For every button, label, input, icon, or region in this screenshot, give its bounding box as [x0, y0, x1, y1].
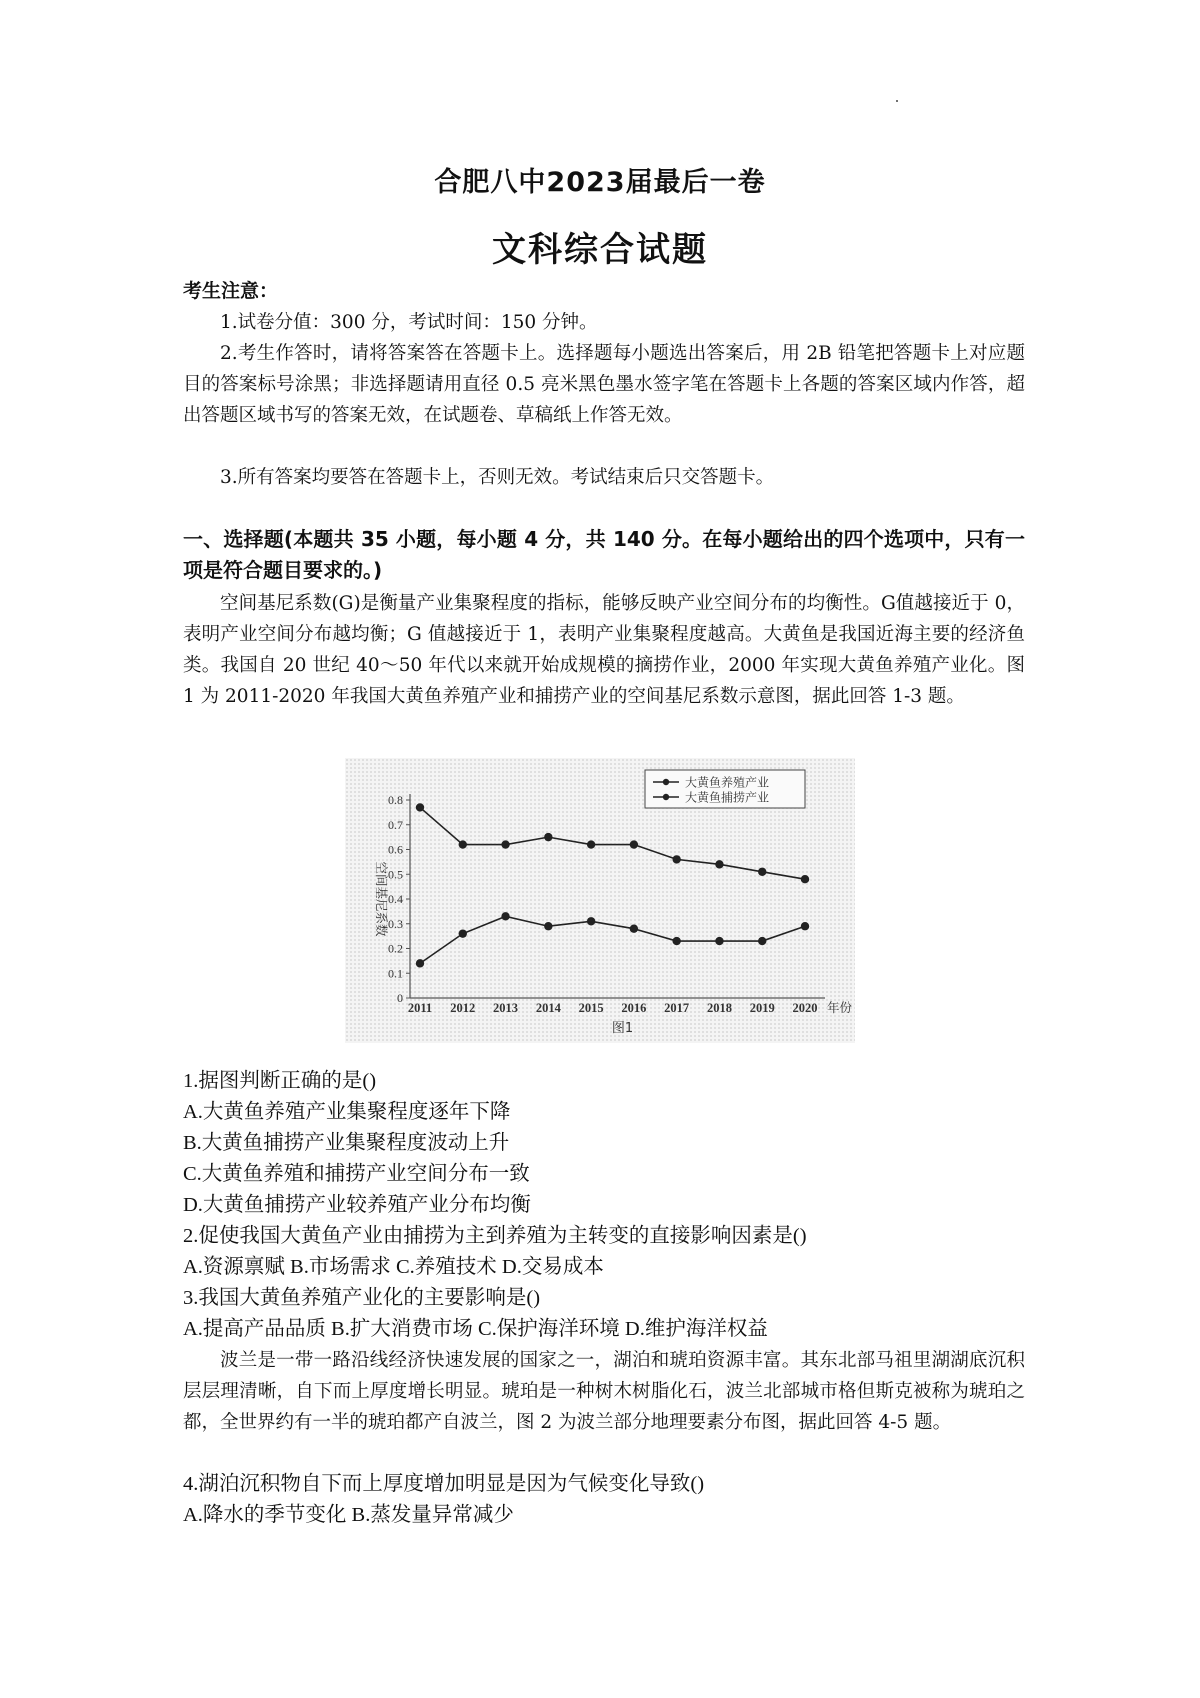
x-tick-label: 2016	[621, 1001, 647, 1015]
question-1-option-d: D.大黄鱼捕捞产业较养殖产业分布均衡	[183, 1194, 531, 1216]
series-1-point	[758, 868, 766, 876]
question-4-stem: 4.湖泊沉积物自下而上厚度增加明显是因为气候变化导致()	[183, 1473, 705, 1495]
question-1-option-b: B.大黄鱼捕捞产业集聚程度波动上升	[183, 1132, 510, 1154]
scan-speck	[896, 100, 898, 102]
question-3-stem: 3.我国大黄鱼养殖产业化的主要影响是()	[183, 1287, 541, 1309]
legend-label: 大黄鱼捕捞产业	[685, 790, 770, 805]
notice-item-1: 1.试卷分值：300 分，考试时间：150 分钟。	[220, 312, 598, 333]
x-tick-label: 2014	[535, 1001, 561, 1015]
series-2-point	[672, 937, 680, 945]
x-tick-label: 2011	[407, 1001, 433, 1015]
question-2-stem: 2.促使我国大黄鱼产业由捕捞为主到养殖为主转变的直接影响因素是()	[183, 1225, 807, 1247]
series-1-point	[416, 803, 424, 811]
x-tick-label: 2015	[578, 1001, 604, 1015]
question-1-stem: 1.据图判断正确的是()	[183, 1070, 377, 1092]
series-2-point	[501, 912, 509, 920]
y-tick-label: 0.6	[388, 842, 403, 857]
question-4-options: A.降水的季节变化 B.蒸发量异常减少	[183, 1504, 514, 1526]
y-tick-label: 0.3	[388, 916, 403, 931]
figure-1-chart	[345, 758, 855, 1043]
section-heading: 一、选择题(本题共 35 小题，每小题 4 分，共 140 分。在每小题给出的四个选项中，只有一项是符合题目要求的。)	[183, 527, 1025, 582]
series-2-point	[630, 925, 638, 933]
y-tick-label: 0.1	[388, 966, 403, 981]
legend-marker	[663, 794, 669, 800]
x-tick-label: 2017	[664, 1001, 690, 1015]
series-2-point	[715, 937, 723, 945]
x-tick-label: 2018	[706, 1001, 732, 1015]
series-1-point	[630, 840, 638, 848]
series-2-point	[587, 917, 595, 925]
legend-label: 大黄鱼养殖产业	[685, 775, 770, 790]
y-tick-label: 0	[397, 991, 403, 1005]
x-tick-label: 2020	[792, 1001, 818, 1015]
y-tick-label: 0.8	[388, 793, 403, 807]
notice-heading: 考生注意：	[183, 280, 279, 302]
y-tick-label: 0.4	[388, 892, 403, 906]
x-axis-label: 年份	[827, 1000, 853, 1015]
series-2-point	[758, 937, 766, 945]
series-2-point	[544, 922, 552, 930]
question-2-options: A.资源禀赋 B.市场需求 C.养殖技术 D.交易成本	[183, 1256, 604, 1278]
subject-title: 文科综合试题	[492, 230, 708, 270]
series-line-2	[420, 916, 805, 963]
notice-item-2: 2.考生作答时，请将答案答在答题卡上。选择题每小题选出答案后，用 2B 铅笔把答题卡上对应题目的答案标号涂黑；非选择题请用直径 0.5 亮米黑色墨水签字笔在答题卡上各题的答案区域内作答，超出答题区域书写的答案无效，在试题卷、草稿纸上作答无效。	[183, 343, 1025, 426]
x-tick-label: 2012	[450, 1001, 476, 1015]
y-axis-label: 空间基尼系数	[374, 861, 389, 937]
legend-marker	[663, 779, 669, 785]
passage-2: 波兰是一带一路沿线经济快速发展的国家之一，湖泊和琥珀资源丰富。其东北部马祖里湖湖底沉积层层理清晰，自下而上厚度增长明显。琥珀是一种树木树脂化石，波兰北部城市格但斯克被称为琥珀之都，全世界约有一半的琥珀都产自波兰，图 2 为波兰部分地理要素分布图，据此回答 4-5 题。	[183, 1350, 1025, 1433]
y-tick-label: 0.5	[388, 867, 403, 882]
question-3-options: A.提高产品品质 B.扩大消费市场 C.保护海洋环境 D.维护海洋权益	[183, 1318, 768, 1340]
x-tick-label: 2013	[493, 1001, 519, 1015]
series-1-point	[544, 833, 552, 841]
figure-caption: 图1	[611, 1021, 634, 1036]
series-2-point	[801, 922, 809, 930]
notice-item-3: 3.所有答案均要答在答题卡上，否则无效。考试结束后只交答题卡。	[220, 467, 775, 488]
series-1-point	[672, 855, 680, 863]
y-tick-label: 0.2	[388, 941, 403, 956]
question-1-option-a: A.大黄鱼养殖产业集聚程度逐年下降	[183, 1101, 511, 1123]
y-tick-label: 0.7	[388, 817, 403, 832]
x-tick-label: 2019	[749, 1001, 775, 1015]
series-1-point	[715, 860, 723, 868]
series-1-point	[587, 840, 595, 848]
school-title: 合肥八中2023届最后一卷	[434, 167, 766, 198]
series-2-point	[459, 929, 467, 937]
series-2-point	[416, 959, 424, 967]
question-1-option-c: C.大黄鱼养殖和捕捞产业空间分布一致	[183, 1163, 530, 1185]
series-1-point	[501, 840, 509, 848]
chart-svg	[345, 758, 855, 1043]
series-1-point	[459, 840, 467, 848]
series-1-point	[801, 875, 809, 883]
passage-1: 空间基尼系数(G)是衡量产业集聚程度的指标，能够反映产业空间分布的均衡性。G值越接近于 0，表明产业空间分布越均衡；G 值越接近于 1，表明产业集聚程度越高。大黄鱼是我国近海主要的经济鱼类。我国自 20 世纪 40～50 年代以来就开始成规模的摘捞作业，2000 年实现大黄鱼养殖产业化。图 1 为 2011-2020 年我国大黄鱼养殖产业和捕捞产业的空间基尼系数示意图，据此回答 1-3 题。	[183, 593, 1025, 707]
series-line-1	[420, 807, 805, 879]
